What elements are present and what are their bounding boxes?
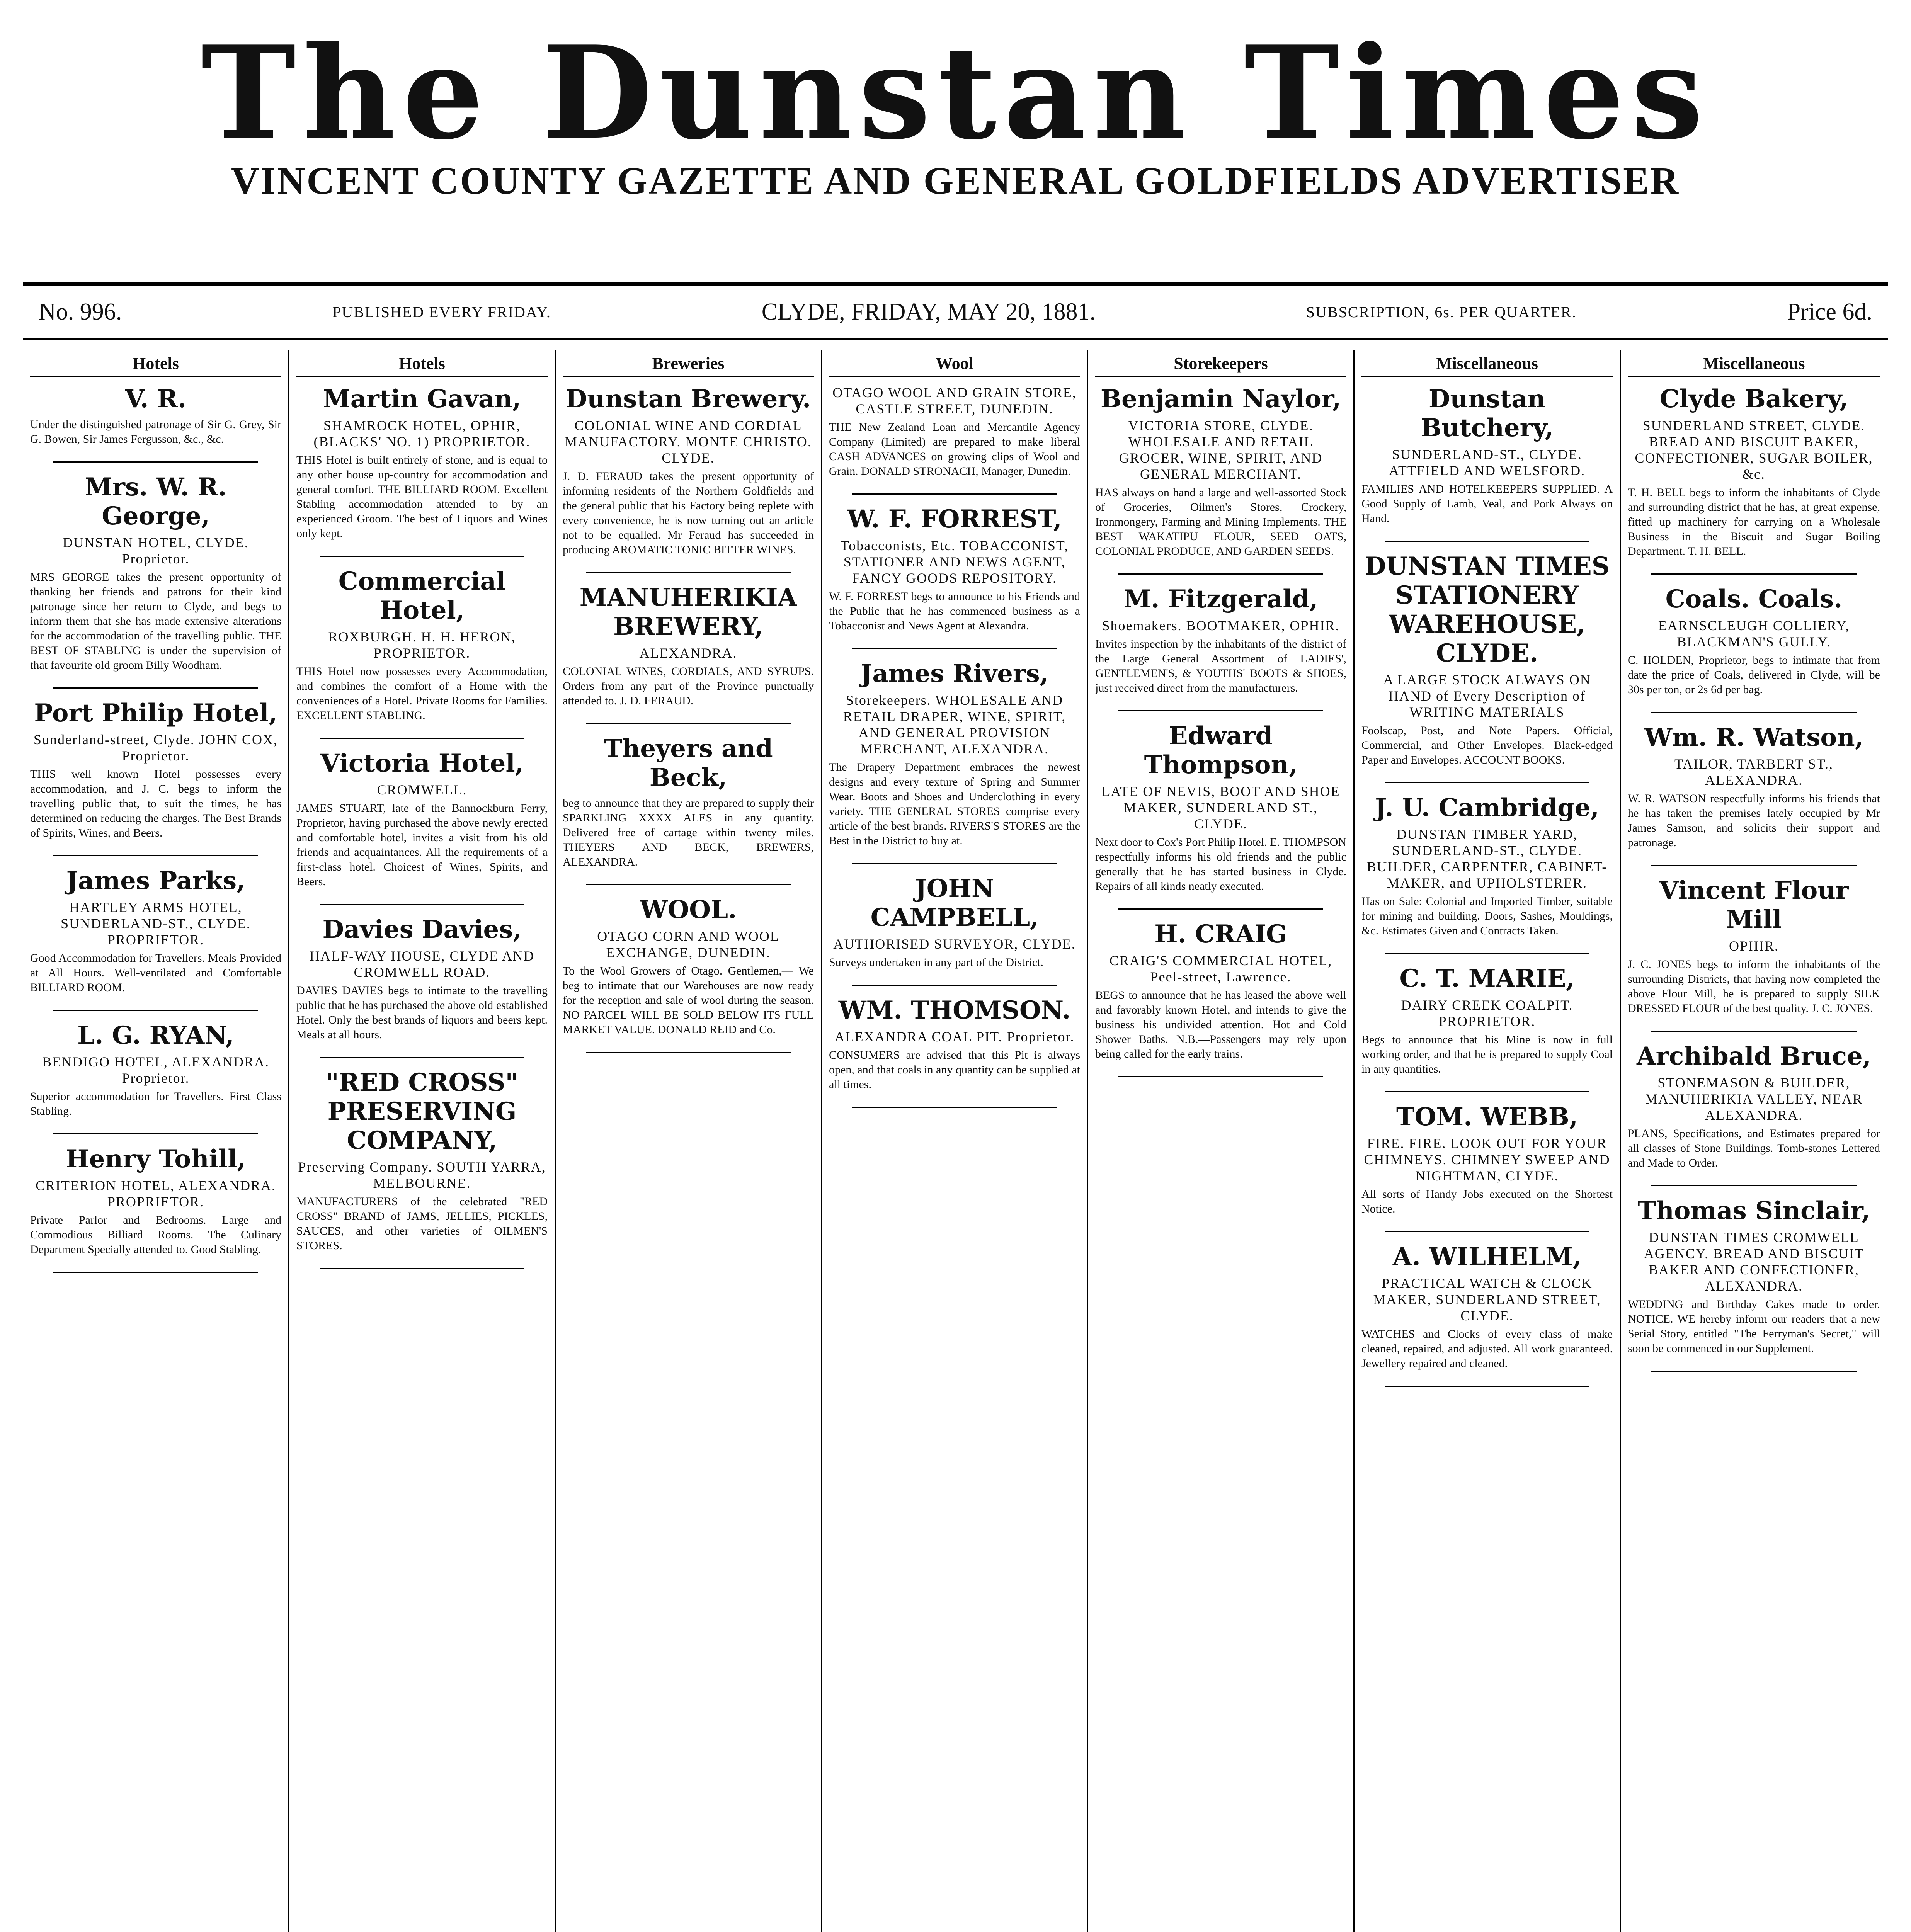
column-header: Hotels <box>30 354 281 377</box>
advertisement-body: Has on Sale: Colonial and Imported Timber, suitable for mining and building. Doors, Sashes, Mouldings, &c. Estimates Given and Contracts Taken. <box>1361 895 1613 937</box>
advertiser-name: DUNSTAN TIMES STATIONERY WAREHOUSE, CLYDE. <box>1365 552 1610 668</box>
advertiser-name: James Rivers, <box>861 659 1048 688</box>
column-header: Breweries <box>563 354 814 377</box>
advertiser-name: Dunstan Brewery. <box>565 384 811 413</box>
divider <box>53 855 258 856</box>
advertiser-name: Archibald Bruce, <box>1636 1042 1872 1071</box>
divider <box>1385 953 1589 954</box>
advertisement-body: WEDDING and Birthday Cakes made to order. NOTICE. WE hereby inform our readers that a new Serial Story, entitled "The Ferryman's Secret," will soon be commenced in our Supplement. <box>1628 1298 1880 1355</box>
divider <box>53 687 258 689</box>
advertiser-name: "RED CROSS" PRESERVING COMPANY, <box>326 1068 518 1155</box>
advertisement-body: THIS Hotel is built entirely of stone, and is equal to any other house up-country for accommodation and general comfort. THE BILLIARD ROOM. Excellent Stabling accommodation attended to by an experienced Groom. The best of Liquors and Wines only kept. <box>296 454 548 540</box>
advertiser-details: DAIRY CREEK COALPIT. PROPRIETOR. <box>1401 997 1573 1029</box>
divider <box>53 1272 258 1273</box>
column-header: Storekeepers <box>1095 354 1346 377</box>
divider <box>852 493 1057 495</box>
advertiser-details: OTAGO CORN AND WOOL EXCHANGE, DUNEDIN. <box>597 929 779 960</box>
advertisement <box>30 1021 281 1119</box>
advertisement-body: beg to announce that they are prepared to supply their SPARKLING XXXX ALES in any quantity. Delivered free of cartage within twenty miles. THEYERS AND BECK, BREWERS, ALEXANDRA. <box>563 797 814 868</box>
advertisement-body: MANUFACTURERS of the celebrated "RED CROSS" BRAND of JAMS, JELLIES, PICKLES, SAUCES, and other varieties of OILMEN'S STORES. <box>296 1195 548 1252</box>
advertiser-details: EARNSCLEUGH COLLIERY, BLACKMAN'S GULLY. <box>1658 618 1850 650</box>
advertiser-name: M. Fitzgerald, <box>1123 585 1318 614</box>
advertisement <box>1361 964 1613 1077</box>
column-2 <box>289 350 556 1932</box>
advertiser-name: C. T. MARIE, <box>1399 964 1575 993</box>
advertisement <box>829 505 1080 633</box>
advertisement-body: FAMILIES AND HOTELKEEPERS SUPPLIED. A Good Supply of Lamb, Veal, and Pork Always on Hand. <box>1361 483 1613 525</box>
advertiser-details: PRACTICAL WATCH & CLOCK MAKER, SUNDERLAND STREET, CLYDE. <box>1373 1276 1601 1323</box>
advertisement-body: THIS Hotel now possesses every Accommodation, and combines the comfort of a Home with the conveniences of a Hotel. Private Rooms for Families. EXCELLENT STABLING. <box>296 665 548 722</box>
advertiser-details: BENDIGO HOTEL, ALEXANDRA. Proprietor. <box>42 1054 269 1086</box>
issue-number: No. 996. <box>39 298 122 325</box>
advertiser-details: OPHIR. <box>1729 938 1779 954</box>
advertisement-body: W. R. WATSON respectfully informs his friends that he has taken the premises lately occupied by Mr James Samson, and solicits their support and patronage. <box>1628 792 1880 849</box>
advertiser-name: H. CRAIG <box>1154 920 1287 949</box>
advertiser-name: Benjamin Naylor, <box>1100 384 1341 413</box>
advertisement-body: T. H. BELL begs to inform the inhabitants of Clyde and surrounding district that he has, at great expense, fitted up machinery for carrying on a Wholesale Business in the Biscuit and Sugar Boiling Department. T. H. BELL. <box>1628 486 1880 558</box>
advertisement <box>1628 1196 1880 1356</box>
divider <box>1385 1386 1589 1387</box>
advertisement <box>563 583 814 708</box>
advertiser-details: STONEMASON & BUILDER, MANUHERIKIA VALLEY, NEAR ALEXANDRA. <box>1645 1075 1863 1123</box>
divider <box>586 723 791 724</box>
advertisement <box>1361 1242 1613 1371</box>
advertisement <box>1095 384 1346 559</box>
advertiser-name: Wm. R. Watson, <box>1644 723 1863 752</box>
advertisement-body: Private Parlor and Bedrooms. Large and Commodious Billiard Rooms. The Culinary Department Specially attended to. Good Stabling. <box>30 1214 281 1256</box>
advertiser-details: DUNSTAN HOTEL, CLYDE. Proprietor. <box>63 535 249 566</box>
divider <box>1118 1076 1323 1077</box>
advertiser-details: CRITERION HOTEL, ALEXANDRA. PROPRIETOR. <box>36 1178 276 1209</box>
divider <box>1385 782 1589 783</box>
advertisement-body: JAMES STUART, late of the Bannockburn Ferry, Proprietor, having purchased the above newly erected and comfortable hotel, invites a visit from his old friends and acquaintances. All the requirements of a first-class hotel. Choicest of Wines, Spirits, and Beers. <box>296 802 548 888</box>
advertiser-details: HARTLEY ARMS HOTEL, SUNDERLAND-ST., CLYDE. PROPRIETOR. <box>61 900 251 947</box>
divider <box>1118 710 1323 711</box>
advertiser-name: Martin Gavan, <box>323 384 521 413</box>
advertisement <box>563 734 814 869</box>
advertiser-name: Mrs. W. R. George, <box>85 473 227 531</box>
divider <box>586 884 791 885</box>
advertiser-name: L. G. RYAN, <box>77 1021 234 1050</box>
advertisement <box>829 659 1080 848</box>
advertiser-details: SUNDERLAND-ST., CLYDE. ATTFIELD AND WELSFORD. <box>1389 447 1586 478</box>
advertisement-columns <box>23 350 1888 1932</box>
advertisement-body: J. D. FERAUD takes the present opportunity of informing residents of the Northern Goldfields and the general public that his Factory being replete with every convenience, he is now turning out an article not to be equalled. Mr Feraud has succeeded in producing AROMATIC TONIC BITTER WINES. <box>563 470 814 556</box>
advertisement <box>296 749 548 889</box>
advertisement-body: HAS always on hand a large and well-assorted Stock of Groceries, Oilmen's Stores, Crockery, Ironmongery, Farming and Mining Implements. THE BEST WAKATIPU FLOUR, SEED OATS, COLONIAL PRODUCE, AND GARDEN SEEDS. <box>1095 486 1346 558</box>
advertisement <box>1361 1102 1613 1216</box>
advertiser-details: FIRE. FIRE. LOOK OUT FOR YOUR CHIMNEYS. CHIMNEY SWEEP AND NIGHTMAN, CLYDE. <box>1364 1136 1610 1184</box>
advertisement-body: DAVIES DAVIES begs to intimate to the travelling public that he has purchased the above old established Hotel. Only the best brands of liquors and beers kept. Meals at all hours. <box>296 984 548 1041</box>
advertiser-details: DUNSTAN TIMES CROMWELL AGENCY. BREAD AND BISCUIT BAKER AND CONFECTIONER, ALEXANDRA. <box>1644 1230 1864 1294</box>
advertiser-details: Storekeepers. WHOLESALE AND RETAIL DRAPER, WINE, SPIRIT, AND GENERAL PROVISION MERCHANT, ALEXANDRA. <box>843 692 1066 757</box>
divider <box>53 1010 258 1011</box>
column-7 <box>1621 350 1887 1932</box>
advertisement-body: Surveys undertaken in any part of the District. <box>829 956 1043 969</box>
column-3 <box>556 350 822 1932</box>
advertiser-name: Victoria Hotel, <box>320 749 524 778</box>
advertisement-body: J. C. JONES begs to inform the inhabitants of the surrounding Districts, that having now completed the above Flour Mill, he is prepared to supply SILK DRESSED FLOUR of the best quality. J. C. JONES. <box>1628 958 1880 1015</box>
advertisement <box>30 1145 281 1257</box>
newspaper-subtitle: VINCENT COUNTY GAZETTE AND GENERAL GOLDFIELDS ADVERTISER <box>231 159 1680 202</box>
advertisement-body: PLANS, Specifications, and Estimates prepared for all classes of Stone Buildings. Tomb-stones Lettered and Made to Order. <box>1628 1127 1880 1169</box>
advertisement-body: THE New Zealand Loan and Mercantile Agency Company (Limited) are prepared to make liberal CASH ADVANCES on growing clips of Wool and Grain. DONALD STRONACH, Manager, Dunedin. <box>829 421 1080 478</box>
divider <box>1651 712 1857 713</box>
advertiser-name: JOHN CAMPBELL, <box>870 874 1039 932</box>
advertisement-body: WATCHES and Clocks of every class of make cleaned, repaired, and adjusted. All work guaranteed. Jewellery repaired and cleaned. <box>1361 1328 1613 1370</box>
divider <box>53 461 258 463</box>
advertiser-details: A LARGE STOCK ALWAYS ON HAND of Every Description of WRITING MATERIALS <box>1383 672 1591 720</box>
issue-info-bar <box>23 282 1888 340</box>
divider <box>53 1133 258 1134</box>
masthead <box>23 15 1888 202</box>
advertisement-body: Invites inspection by the inhabitants of the district of the Large General Assortment of LADIES', GENTLEMEN'S, & YOUTHS' BOOTS & SHOES, just received direct from the manufacturers. <box>1095 638 1346 694</box>
column-1 <box>23 350 289 1932</box>
advertiser-name: WM. THOMSON. <box>838 996 1071 1025</box>
advertisement <box>1361 552 1613 767</box>
advertiser-name: TOM. WEBB, <box>1396 1102 1578 1131</box>
advertisement <box>296 1068 548 1253</box>
advertiser-details: HALF-WAY HOUSE, CLYDE AND CROMWELL ROAD. <box>310 948 534 980</box>
column-header: Miscellaneous <box>1628 354 1880 377</box>
advertisement <box>30 866 281 995</box>
advertisement <box>1361 384 1613 526</box>
advertisement-body: All sorts of Handy Jobs executed on the Shortest Notice. <box>1361 1188 1613 1215</box>
advertiser-name: Clyde Bakery, <box>1659 384 1848 413</box>
advertisement <box>1628 876 1880 1016</box>
divider <box>1385 1231 1589 1232</box>
column-header: Wool <box>829 354 1080 377</box>
divider <box>1651 573 1857 575</box>
divider <box>1118 573 1323 575</box>
advertisement <box>829 384 1080 479</box>
advertiser-details: LATE OF NEVIS, BOOT AND SHOE MAKER, SUNDERLAND ST., CLYDE. <box>1101 784 1340 832</box>
advertisement <box>1361 793 1613 938</box>
advertisement-body: The Drapery Department embraces the newest designs and every texture of Spring and Summer Wear. Boots and Shoes and Underclothing in every variety. THE GENERAL STORES comprise every article of the best brands. RIVERS'S STORES are the Best in the District to buy at. <box>829 761 1080 847</box>
advertiser-details: CRAIG'S COMMERCIAL HOTEL, Peel-street, Lawrence. <box>1109 953 1332 985</box>
divider <box>320 1268 524 1269</box>
advertiser-details: CROMWELL. <box>377 782 467 798</box>
advertiser-details: Shoemakers. BOOTMAKER, OPHIR. <box>1102 618 1340 633</box>
column-header: Hotels <box>296 354 548 377</box>
advertisement-body: Superior accommodation for Travellers. First Class Stabling. <box>30 1090 281 1117</box>
advertisement <box>1628 585 1880 697</box>
advertiser-name: A. WILHELM, <box>1392 1242 1582 1271</box>
divider <box>1385 541 1589 542</box>
divider <box>586 572 791 573</box>
advertiser-details: SUNDERLAND STREET, CLYDE. BREAD AND BISCUIT BAKER, CONFECTIONER, SUGAR BOILER, &c. <box>1635 418 1873 482</box>
advertiser-name: Thomas Sinclair, <box>1637 1196 1870 1225</box>
advertisement <box>30 699 281 840</box>
advertisement-body: BEGS to announce that he has leased the above well and favorably known Hotel, and intends to give the business his undivided attention. Hot and Cold Shower Baths. N.B.—Passengers may rely upon being called for the early trains. <box>1095 989 1346 1060</box>
advertisement-body: To the Wool Growers of Otago. Gentlemen,— We beg to intimate that our Warehouses are now ready for the reception and sale of wool during the season. NO PARCEL WILL BE SOLD BELOW ITS FULL MARKET VALUE. DONALD REID and Co. <box>563 964 814 1036</box>
advertisement-body: C. HOLDEN, Proprietor, begs to intimate that from date the price of Coals, delivered in Clyde, will be 30s per ton, or 2s 6d per bag. <box>1628 654 1880 696</box>
advertiser-name: MANUHERIKIA BREWERY, <box>579 583 797 641</box>
divider <box>1385 1091 1589 1092</box>
advertisement-body: MRS GEORGE takes the present opportunity of thanking her friends and patrons for their kind patronage since her return to Clyde, and begs to inform them that she has made extensive alterations for the accommodation of the travelling public. THE BEST OF STABLING is under the supervision of that favourite old groom Billy Woodham. <box>30 571 281 672</box>
advertiser-details: ROXBURGH. H. H. HERON, PROPRIETOR. <box>328 629 516 661</box>
subscription-rate: SUBSCRIPTION, 6s. PER QUARTER. <box>1306 303 1577 321</box>
advertiser-details: OTAGO WOOL AND GRAIN STORE, CASTLE STREET, DUNEDIN. <box>832 385 1077 417</box>
advertiser-name: Henry Tohill, <box>66 1145 246 1173</box>
advertiser-name: J. U. Cambridge, <box>1375 793 1599 822</box>
price: Price 6d. <box>1787 298 1872 325</box>
advertisement <box>1628 1042 1880 1170</box>
column-header: Miscellaneous <box>1361 354 1613 377</box>
advertiser-name: Dunstan Butchery, <box>1421 384 1554 442</box>
advertiser-details: AUTHORISED SURVEYOR, CLYDE. <box>833 936 1076 952</box>
advertiser-details: COLONIAL WINE AND CORDIAL MANUFACTORY. MONTE CHRISTO. CLYDE. <box>565 418 812 466</box>
divider <box>852 1107 1057 1108</box>
advertisement-body: Under the distinguished patronage of Sir G. Grey, Sir G. Bowen, Sir James Fergusson, &c., &c. <box>30 418 281 446</box>
advertisement-body: Begs to announce that his Mine is now in full working order, and that he is prepared to supply Coal in any quantities. <box>1361 1033 1613 1075</box>
advertiser-details: Tobacconists, Etc. TOBACCONIST, STATIONER AND NEWS AGENT, FANCY GOODS REPOSITORY. <box>840 538 1069 586</box>
advertiser-details: VICTORIA STORE, CLYDE. WHOLESALE AND RETAIL GROCER, WINE, SPIRIT, AND GENERAL MERCHANT. <box>1119 418 1323 482</box>
advertisement <box>829 874 1080 970</box>
advertisement <box>1095 920 1346 1061</box>
advertiser-name: Davies Davies, <box>322 915 522 944</box>
advertisement-body: CONSUMERS are advised that this Pit is always open, and that coals in any quantity can be supplied at all times. <box>829 1049 1080 1091</box>
advertisement <box>296 567 548 723</box>
advertiser-name: Commercial Hotel, <box>338 567 506 625</box>
advertisement <box>1095 585 1346 696</box>
divider <box>586 1052 791 1053</box>
advertisement <box>1095 721 1346 894</box>
advertisement <box>829 996 1080 1092</box>
advertisement <box>563 895 814 1037</box>
divider <box>1651 1371 1857 1372</box>
divider <box>852 648 1057 649</box>
advertisement-body: Next door to Cox's Port Philip Hotel. E. THOMPSON respectfully informs his old friends and the public generally that he has started business in Clyde. Repairs of all kinds neatly executed. <box>1095 836 1346 893</box>
advertiser-details: DUNSTAN TIMBER YARD, SUNDERLAND-ST., CLYDE. BUILDER, CARPENTER, CABINET-MAKER, and UPHOLSTERER. <box>1366 827 1608 891</box>
advertiser-name: Coals. Coals. <box>1665 585 1843 614</box>
advertiser-name: Port Philip Hotel, <box>34 699 277 728</box>
advertiser-details: SHAMROCK HOTEL, OPHIR, (BLACKS' NO. 1) PROPRIETOR. <box>313 418 531 449</box>
divider <box>320 904 524 905</box>
advertisement-body: Good Accommodation for Travellers. Meals Provided at All Hours. Well-ventilated and Comfortable BILLIARD ROOM. <box>30 952 281 994</box>
advertiser-details: Preserving Company. SOUTH YARRA, MELBOURNE. <box>298 1159 546 1191</box>
advertisement-body: THIS well known Hotel possesses every accommodation, and J. C. begs to inform the travelling public that, to suit the times, he has determined on reducing the charges. The Best Brands of Spirits, Wines, and Beers. <box>30 768 281 839</box>
advertisement-body: W. F. FORREST begs to announce to his Friends and the Public that he has commenced business as a Tobacconist and News Agent at Alexandra. <box>829 590 1080 632</box>
advertisement-body: COLONIAL WINES, CORDIALS, AND SYRUPS. Orders from any part of the Province punctually attended to. J. D. FERAUD. <box>563 665 814 707</box>
divider <box>1651 865 1857 866</box>
advertiser-name: V. R. <box>125 384 187 413</box>
advertiser-name: James Parks, <box>66 866 245 895</box>
column-6 <box>1355 350 1621 1932</box>
advertisement <box>1628 723 1880 850</box>
divider <box>320 556 524 557</box>
advertisement-body: Foolscap, Post, and Note Papers. Official, Commercial, and Other Envelopes. Black-edged Paper and Envelopes. ACCOUNT BOOKS. <box>1361 724 1613 766</box>
advertiser-details: Sunderland-street, Clyde. JOHN COX, Proprietor. <box>34 732 278 764</box>
divider <box>1651 1185 1857 1186</box>
divider <box>852 863 1057 864</box>
advertiser-name: Edward Thompson, <box>1144 721 1298 779</box>
advertisement <box>563 384 814 557</box>
advertisement <box>30 473 281 673</box>
divider <box>1118 908 1323 910</box>
publication-frequency: PUBLISHED EVERY FRIDAY. <box>332 303 551 321</box>
advertiser-name: Theyers and Beck, <box>604 734 773 792</box>
divider <box>852 985 1057 986</box>
advertiser-name: W. F. FORREST, <box>847 505 1062 534</box>
advertiser-name: Vincent Flour Mill <box>1659 876 1849 934</box>
column-5 <box>1088 350 1355 1932</box>
divider <box>320 738 524 739</box>
advertisement <box>296 915 548 1042</box>
divider <box>320 1057 524 1058</box>
advertisement <box>1628 384 1880 559</box>
column-4 <box>822 350 1088 1932</box>
advertisement <box>296 384 548 541</box>
advertisement <box>30 384 281 447</box>
dateline: CLYDE, FRIDAY, MAY 20, 1881. <box>761 298 1096 325</box>
divider <box>1651 1031 1857 1032</box>
advertiser-details: ALEXANDRA. <box>639 645 737 661</box>
newspaper-title: The Dunstan Times <box>201 18 1710 168</box>
advertiser-details: ALEXANDRA COAL PIT. Proprietor. <box>834 1029 1075 1044</box>
advertiser-name: WOOL. <box>640 895 737 924</box>
advertiser-details: TAILOR, TARBERT ST., ALEXANDRA. <box>1674 756 1834 788</box>
